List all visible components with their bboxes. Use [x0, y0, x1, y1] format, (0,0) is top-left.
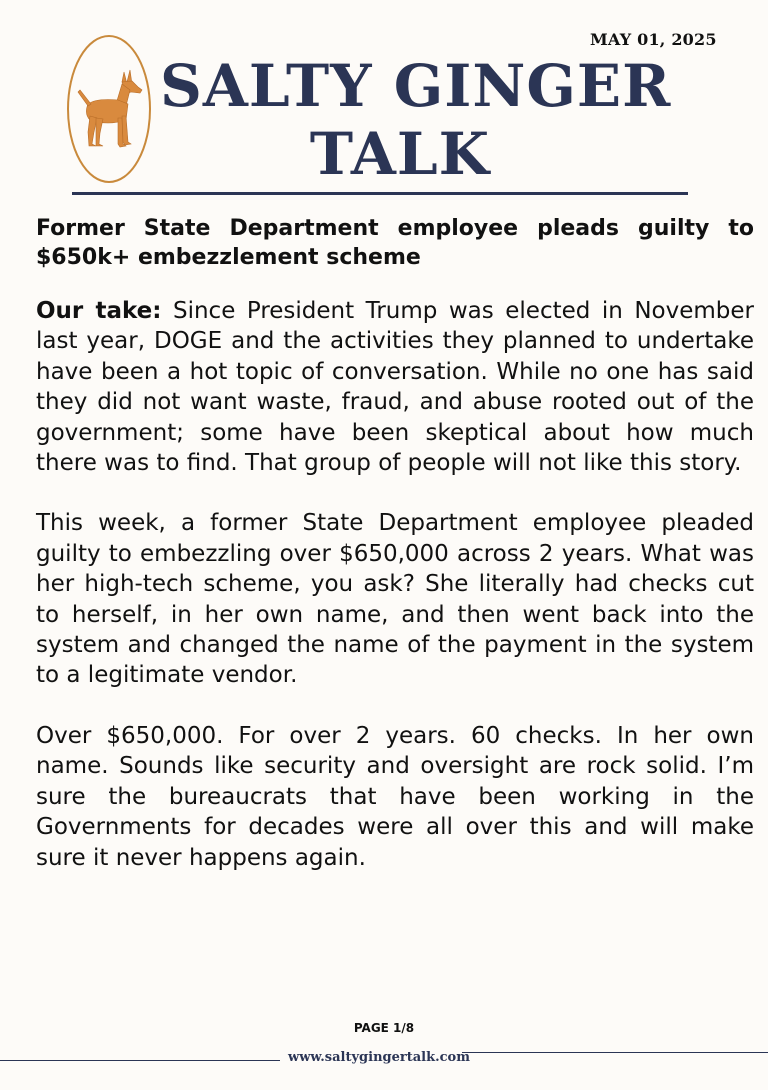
paragraph-2: This week, a former State Department employee pleaded guilty to embezzling over $650,000 across 2 years. What was her high-tech scheme, you ask? She literally had checks cut to herself, in her own name, and then went back into the system and changed the name of the payment in the system to a legitimate vendor.	[36, 510, 754, 689]
footer-divider-left	[0, 1060, 280, 1061]
paragraph-our-take	[36, 296, 754, 478]
brand-title-line2: TALK	[309, 120, 491, 188]
paragraph-3: Over $650,000. For over 2 years. 60 checks. In her own name. Sounds like security and oversight are rock solid. I’m sure the bureaucrats that have been working in the Governments for decades were all over this and will make sure it never happens again.	[36, 722, 754, 871]
paragraph-1-text: Since President Trump was elected in November last year, DOGE and the activities they planned to undertake have been a hot topic of conversation. While no one has said they did not want waste, fraud, and abuse rooted out of the government; some have been skeptical about how much there was to find. That group of people will not like this story.	[36, 298, 754, 477]
page-number: PAGE 1/8	[353, 1021, 415, 1035]
website-url: www.saltygingertalk.com	[288, 1050, 470, 1065]
article-headline: Former State Department employee pleads guilty to $650k+ embezzlement scheme	[36, 216, 754, 270]
footer-divider-right	[462, 1052, 768, 1053]
brand-title-line1: SALTY GINGER	[160, 52, 672, 120]
article-body	[36, 296, 754, 903]
dog-icon	[66, 34, 152, 184]
our-take-label: Our take:	[36, 298, 162, 324]
dog-logo	[66, 34, 152, 184]
brand-title	[160, 52, 672, 188]
issue-date: MAY 01, 2025	[590, 30, 717, 49]
header-divider	[72, 192, 688, 195]
